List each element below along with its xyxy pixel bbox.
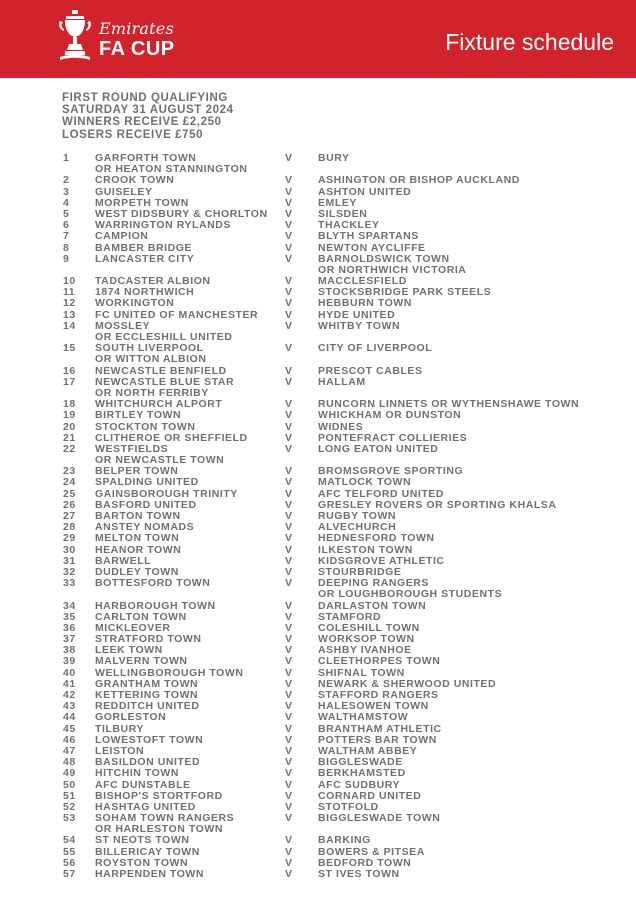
away-team: POTTERS BAR TOWN bbox=[318, 733, 437, 746]
fixture-number: 12 bbox=[63, 297, 76, 310]
versus-label: V bbox=[285, 856, 293, 869]
fixture-number: 14 bbox=[63, 319, 76, 332]
home-team: LEEK TOWN bbox=[95, 644, 163, 657]
fixture-number: 7 bbox=[63, 230, 70, 243]
versus-label: V bbox=[285, 834, 293, 847]
away-team: MATLOCK TOWN bbox=[318, 476, 412, 489]
away-team: AFC TELFORD UNITED bbox=[318, 487, 444, 500]
versus-label: V bbox=[285, 152, 293, 164]
away-team: WALTHAMSTOW bbox=[318, 711, 409, 724]
home-team: GRANTHAM TOWN bbox=[95, 677, 199, 690]
fixture-number: 20 bbox=[63, 420, 76, 433]
home-team: BOTTESFORD TOWN bbox=[95, 577, 211, 590]
away-team: LONG EATON UNITED bbox=[318, 442, 439, 455]
fixture-row bbox=[0, 298, 636, 309]
home-team: BASFORD UNITED bbox=[95, 498, 197, 511]
away-team: BARNOLDSWICK TOWN bbox=[318, 252, 450, 265]
fixture-number: 53 bbox=[63, 812, 76, 825]
versus-label: V bbox=[285, 767, 293, 780]
fixture-number: 36 bbox=[63, 621, 76, 634]
versus-label: V bbox=[285, 756, 293, 769]
versus-label: V bbox=[285, 644, 293, 657]
away-team: STOTFOLD bbox=[318, 800, 379, 813]
away-team: CITY OF LIVERPOOL bbox=[318, 342, 433, 355]
versus-label: V bbox=[285, 633, 293, 646]
fixture-number: 46 bbox=[63, 733, 76, 746]
home-team: ROYSTON TOWN bbox=[95, 856, 189, 869]
versus-label: V bbox=[285, 241, 293, 254]
fixture-number: 10 bbox=[63, 275, 76, 288]
fixture-number: 51 bbox=[63, 789, 76, 802]
fixture-number: 37 bbox=[63, 633, 76, 646]
fixture-row bbox=[0, 835, 636, 846]
fixture-number: 8 bbox=[63, 241, 70, 254]
away-team: OR LOUGHBOROUGH STUDENTS bbox=[318, 588, 503, 601]
versus-label: V bbox=[285, 778, 293, 791]
home-team: HARPENDEN TOWN bbox=[95, 868, 205, 880]
fixture-number: 42 bbox=[63, 689, 76, 701]
home-team: BILLERICAY TOWN bbox=[95, 845, 200, 858]
fixture-continuation-line bbox=[0, 589, 636, 600]
fixture-number: 45 bbox=[63, 722, 76, 735]
away-team: SHIFNAL TOWN bbox=[318, 666, 405, 679]
away-team: HALESOWEN TOWN bbox=[318, 700, 429, 713]
versus-label: V bbox=[285, 498, 293, 511]
fixture-number: 39 bbox=[63, 655, 76, 668]
fixture-number: 15 bbox=[63, 342, 76, 355]
home-team: BARTON TOWN bbox=[95, 510, 181, 522]
versus-label: V bbox=[285, 207, 293, 220]
home-team: GORLESTON bbox=[95, 711, 167, 724]
fixture-row bbox=[0, 343, 636, 365]
away-team: DARLASTON TOWN bbox=[318, 599, 427, 612]
versus-label: V bbox=[285, 666, 293, 679]
fixture-number: 32 bbox=[63, 565, 76, 578]
away-team: HEBBURN TOWN bbox=[318, 297, 412, 310]
fixture-number: 5 bbox=[63, 207, 70, 220]
round-date: SATURDAY 31 AUGUST 2024 bbox=[62, 104, 234, 117]
fixture-line bbox=[0, 298, 636, 309]
away-team: RUGBY TOWN bbox=[318, 510, 397, 522]
fixture-number: 28 bbox=[63, 521, 76, 534]
versus-label: V bbox=[285, 420, 293, 433]
fixture-row bbox=[0, 377, 636, 399]
home-team: BAMBER BRIDGE bbox=[95, 241, 192, 254]
away-team: ALVECHURCH bbox=[318, 521, 397, 534]
home-team: STRATFORD TOWN bbox=[95, 633, 202, 646]
fa-cup-trophy-icon bbox=[58, 10, 92, 62]
versus-label: V bbox=[285, 532, 293, 545]
fixture-row bbox=[0, 153, 636, 175]
versus-label: V bbox=[285, 219, 293, 232]
home-team: KETTERING TOWN bbox=[95, 689, 199, 701]
fixture-number: 22 bbox=[63, 442, 76, 455]
away-team: BURY bbox=[318, 152, 350, 164]
fixture-number: 6 bbox=[63, 219, 70, 232]
versus-label: V bbox=[285, 711, 293, 724]
away-team: PONTEFRACT COLLIERIES bbox=[318, 431, 468, 444]
away-team: CORNARD UNITED bbox=[318, 789, 422, 802]
home-team: OR HARLESTON TOWN bbox=[95, 823, 223, 836]
home-team: MELTON TOWN bbox=[95, 532, 180, 545]
away-team: COLESHILL TOWN bbox=[318, 621, 420, 634]
home-team: OR NEWCASTLE TOWN bbox=[95, 454, 225, 467]
fixture-row bbox=[0, 422, 636, 433]
fixture-number: 52 bbox=[63, 800, 76, 813]
fixture-row bbox=[0, 533, 636, 544]
versus-label: V bbox=[285, 364, 293, 377]
fixture-number: 9 bbox=[63, 252, 70, 265]
away-team: BLYTH SPARTANS bbox=[318, 230, 419, 243]
versus-label: V bbox=[285, 722, 293, 735]
home-team: MORPETH TOWN bbox=[95, 196, 189, 209]
away-team: THACKLEY bbox=[318, 219, 380, 232]
versus-label: V bbox=[285, 286, 293, 299]
home-team: WEST DIDSBURY & CHORLTON bbox=[95, 207, 268, 220]
fixture-row bbox=[0, 768, 636, 779]
away-team: RUNCORN LINNETS OR WYTHENSHAWE TOWN bbox=[318, 398, 580, 411]
fixture-number: 1 bbox=[63, 152, 70, 164]
fixture-line bbox=[0, 712, 636, 723]
home-team: BARWELL bbox=[95, 554, 152, 567]
fixture-row bbox=[0, 712, 636, 723]
away-team: STAFFORD RANGERS bbox=[318, 689, 439, 701]
fixture-number: 43 bbox=[63, 700, 76, 713]
home-team: LOWESTOFT TOWN bbox=[95, 733, 204, 746]
fixture-number: 50 bbox=[63, 778, 76, 791]
versus-label: V bbox=[285, 599, 293, 612]
fixture-row bbox=[0, 410, 636, 421]
home-team: MALVERN TOWN bbox=[95, 655, 188, 668]
away-team: ASHINGTON OR BISHOP AUCKLAND bbox=[318, 174, 520, 187]
fixture-line bbox=[0, 780, 636, 791]
versus-label: V bbox=[285, 610, 293, 623]
fixture-number: 23 bbox=[63, 465, 76, 478]
home-team: ANSTEY NOMADS bbox=[95, 521, 195, 534]
winners-prize: WINNERS RECEIVE £2,250 bbox=[62, 116, 222, 129]
fixture-row bbox=[0, 444, 636, 466]
home-team: SOUTH LIVERPOOL bbox=[95, 342, 204, 355]
versus-label: V bbox=[285, 465, 293, 478]
away-team: HEDNESFORD TOWN bbox=[318, 532, 435, 545]
versus-label: V bbox=[285, 442, 293, 455]
brand-emirates: Emirates bbox=[99, 19, 174, 38]
fixture-number: 35 bbox=[63, 610, 76, 623]
home-team: WARRINGTON RYLANDS bbox=[95, 219, 231, 232]
away-team: STOCKSBRIDGE PARK STEELS bbox=[318, 286, 492, 299]
fixture-line bbox=[0, 477, 636, 488]
fixture-row bbox=[0, 254, 636, 276]
home-team: LEISTON bbox=[95, 744, 145, 757]
away-team: SILSDEN bbox=[318, 207, 368, 220]
home-team: HITCHIN TOWN bbox=[95, 767, 179, 780]
away-team: BARKING bbox=[318, 834, 371, 847]
fixture-number: 38 bbox=[63, 644, 76, 657]
fixture-line bbox=[0, 835, 636, 846]
home-team: TILBURY bbox=[95, 722, 144, 735]
fixture-row bbox=[0, 780, 636, 791]
fixture-line bbox=[0, 601, 636, 612]
away-team: CLEETHORPES TOWN bbox=[318, 655, 441, 668]
fixture-row bbox=[0, 578, 636, 600]
away-team: HALLAM bbox=[318, 375, 366, 388]
home-team: HASHTAG UNITED bbox=[95, 800, 196, 813]
fixture-number: 19 bbox=[63, 409, 76, 422]
away-team: BIGGLESWADE bbox=[318, 756, 403, 769]
away-team: WALTHAM ABBEY bbox=[318, 744, 418, 757]
fixture-line bbox=[0, 533, 636, 544]
home-team: CAMPION bbox=[95, 230, 149, 243]
versus-label: V bbox=[285, 431, 293, 444]
fixture-number: 4 bbox=[63, 196, 70, 209]
away-team: KIDSGROVE ATHLETIC bbox=[318, 554, 445, 567]
home-team: LANCASTER CITY bbox=[95, 252, 195, 265]
fixture-continuation-line bbox=[0, 354, 636, 365]
home-team: CARLTON TOWN bbox=[95, 610, 187, 623]
versus-label: V bbox=[285, 342, 293, 355]
versus-label: V bbox=[285, 845, 293, 858]
versus-label: V bbox=[285, 174, 293, 187]
versus-label: V bbox=[285, 800, 293, 813]
away-team: BOWERS & PITSEA bbox=[318, 845, 425, 858]
away-team: BIGGLESWADE TOWN bbox=[318, 812, 441, 825]
home-team: DUDLEY TOWN bbox=[95, 565, 179, 578]
away-team: STAMFORD bbox=[318, 610, 382, 623]
home-team: OR ECCLESHILL UNITED bbox=[95, 331, 233, 343]
versus-label: V bbox=[285, 655, 293, 668]
versus-label: V bbox=[285, 398, 293, 411]
fixture-number: 11 bbox=[63, 286, 76, 299]
fixture-line bbox=[0, 656, 636, 667]
away-team: NEWTON AYCLIFFE bbox=[318, 241, 426, 254]
home-team: MOSSLEY bbox=[95, 319, 151, 332]
fixture-number: 29 bbox=[63, 532, 76, 545]
home-team: GARFORTH TOWN bbox=[95, 152, 197, 164]
away-team: STOURBRIDGE bbox=[318, 565, 402, 578]
versus-label: V bbox=[285, 297, 293, 310]
home-team: 1874 NORTHWICH bbox=[95, 286, 195, 299]
away-team: ILKESTON TOWN bbox=[318, 543, 413, 556]
fixture-line bbox=[0, 410, 636, 421]
fixture-number: 26 bbox=[63, 498, 76, 511]
fixture-number: 21 bbox=[63, 431, 76, 444]
fixture-number: 41 bbox=[63, 677, 76, 690]
versus-label: V bbox=[285, 577, 293, 590]
home-team: BASILDON UNITED bbox=[95, 756, 201, 769]
versus-label: V bbox=[285, 409, 293, 422]
fixture-row bbox=[0, 813, 636, 835]
fixture-line bbox=[0, 231, 636, 242]
fixture-number: 33 bbox=[63, 577, 76, 590]
away-team: WHICKHAM OR DUNSTON bbox=[318, 409, 462, 422]
round-name: FIRST ROUND QUALIFYING bbox=[62, 92, 228, 104]
versus-label: V bbox=[285, 812, 293, 825]
fixture-number: 24 bbox=[63, 476, 76, 489]
away-team: BERKHAMSTED bbox=[318, 767, 406, 780]
fixture-number: 30 bbox=[63, 543, 76, 556]
fixture-number: 55 bbox=[63, 845, 76, 858]
fixture-row bbox=[0, 601, 636, 612]
home-team: OR NORTH FERRIBY bbox=[95, 386, 209, 399]
away-team: NEWARK & SHERWOOD UNITED bbox=[318, 677, 497, 690]
fixture-number: 44 bbox=[63, 711, 76, 724]
home-team: WHITCHURCH ALPORT bbox=[95, 398, 223, 411]
versus-label: V bbox=[285, 510, 293, 522]
versus-label: V bbox=[285, 275, 293, 288]
away-team: PRESCOT CABLES bbox=[318, 364, 423, 377]
versus-label: V bbox=[285, 375, 293, 388]
home-team: ST NEOTS TOWN bbox=[95, 834, 190, 847]
away-team: GRESLEY ROVERS OR SPORTING KHALSA bbox=[318, 498, 557, 511]
versus-label: V bbox=[285, 868, 293, 880]
home-team: AFC DUNSTABLE bbox=[95, 778, 191, 791]
home-team: SOHAM TOWN RANGERS bbox=[95, 812, 235, 825]
fixture-number: 3 bbox=[63, 185, 70, 198]
versus-label: V bbox=[285, 621, 293, 634]
versus-label: V bbox=[285, 543, 293, 556]
fixture-number: 48 bbox=[63, 756, 76, 769]
versus-label: V bbox=[285, 230, 293, 243]
away-team: WORKSOP TOWN bbox=[318, 633, 415, 646]
home-team: WORKINGTON bbox=[95, 297, 175, 310]
fixture-line bbox=[0, 243, 636, 254]
home-team: BIRTLEY TOWN bbox=[95, 409, 182, 422]
away-team: ASHBY IVANHOE bbox=[318, 644, 412, 657]
fixture-number: 27 bbox=[63, 510, 76, 522]
fixture-number: 40 bbox=[63, 666, 76, 679]
fixture-row bbox=[0, 231, 636, 242]
away-team: MACCLESFIELD bbox=[318, 275, 407, 288]
away-team: BRANTHAM ATHLETIC bbox=[318, 722, 442, 735]
losers-prize: LOSERS RECEIVE £750 bbox=[62, 128, 204, 141]
versus-label: V bbox=[285, 252, 293, 265]
home-team: OR WITTON ALBION bbox=[95, 353, 207, 366]
fixture-line bbox=[0, 175, 636, 186]
fixture-number: 34 bbox=[63, 599, 76, 612]
fixture-number: 31 bbox=[63, 554, 76, 567]
away-team: WHITBY TOWN bbox=[318, 319, 401, 332]
home-team: BISHOP'S STORTFORD bbox=[95, 789, 223, 802]
versus-label: V bbox=[285, 744, 293, 757]
home-team: CROOK TOWN bbox=[95, 174, 175, 187]
fixture-list bbox=[0, 153, 636, 880]
home-team: BELPER TOWN bbox=[95, 465, 179, 478]
versus-label: V bbox=[285, 789, 293, 802]
home-team: MICKLEOVER bbox=[95, 621, 171, 634]
fixture-number: 2 bbox=[63, 174, 70, 187]
fixture-line bbox=[0, 869, 636, 880]
home-team: WELLINGBOROUGH TOWN bbox=[95, 666, 244, 679]
round-info bbox=[62, 92, 234, 141]
home-team: GUISELEY bbox=[95, 185, 153, 198]
fixture-row bbox=[0, 477, 636, 488]
home-team: STOCKTON TOWN bbox=[95, 420, 196, 433]
header-banner bbox=[0, 0, 636, 78]
away-team: BEDFORD TOWN bbox=[318, 856, 412, 869]
page-title: Fixture schedule bbox=[445, 29, 614, 55]
home-team: HEANOR TOWN bbox=[95, 543, 182, 556]
away-team: OR NORTHWICH VICTORIA bbox=[318, 263, 467, 276]
versus-label: V bbox=[285, 689, 293, 701]
fixture-row bbox=[0, 243, 636, 254]
fixture-number: 49 bbox=[63, 767, 76, 780]
fixture-line bbox=[0, 768, 636, 779]
versus-label: V bbox=[285, 677, 293, 690]
versus-label: V bbox=[285, 554, 293, 567]
fixture-number: 16 bbox=[63, 364, 76, 377]
home-team: HARBOROUGH TOWN bbox=[95, 599, 216, 612]
fixture-row bbox=[0, 175, 636, 186]
versus-label: V bbox=[285, 185, 293, 198]
away-team: EMLEY bbox=[318, 196, 357, 209]
away-team: AFC SUDBURY bbox=[318, 778, 401, 791]
fixture-row bbox=[0, 869, 636, 880]
versus-label: V bbox=[285, 521, 293, 534]
home-team: GAINSBOROUGH TRINITY bbox=[95, 487, 238, 500]
fixture-number: 57 bbox=[63, 868, 76, 880]
versus-label: V bbox=[285, 565, 293, 578]
away-team: DEEPING RANGERS bbox=[318, 577, 429, 590]
fixture-number: 54 bbox=[63, 834, 76, 847]
fixture-row bbox=[0, 656, 636, 667]
home-team: FC UNITED OF MANCHESTER bbox=[95, 308, 259, 321]
home-team: CLITHEROE OR SHEFFIELD bbox=[95, 431, 248, 444]
versus-label: V bbox=[285, 319, 293, 332]
home-team: TADCASTER ALBION bbox=[95, 275, 211, 288]
away-team: ST IVES TOWN bbox=[318, 868, 400, 880]
away-team: HYDE UNITED bbox=[318, 308, 396, 321]
home-team: NEWCASTLE BLUE STAR bbox=[95, 375, 235, 388]
versus-label: V bbox=[285, 476, 293, 489]
fixture-number: 47 bbox=[63, 744, 76, 757]
fixture-number: 17 bbox=[63, 375, 76, 388]
home-team: REDDITCH UNITED bbox=[95, 700, 200, 713]
versus-label: V bbox=[285, 196, 293, 209]
fixture-number: 25 bbox=[63, 487, 76, 500]
away-team: BROMSGROVE SPORTING bbox=[318, 465, 464, 478]
brand-fa-cup: FA CUP bbox=[99, 38, 175, 60]
versus-label: V bbox=[285, 308, 293, 321]
home-team: NEWCASTLE BENFIELD bbox=[95, 364, 227, 377]
fixture-number: 13 bbox=[63, 308, 76, 321]
home-team: SPALDING UNITED bbox=[95, 476, 199, 489]
versus-label: V bbox=[285, 487, 293, 500]
versus-label: V bbox=[285, 733, 293, 746]
fixture-line bbox=[0, 422, 636, 433]
fixture-number: 56 bbox=[63, 856, 76, 869]
away-team: ASHTON UNITED bbox=[318, 185, 412, 198]
home-team: WESTFIELDS bbox=[95, 442, 169, 455]
home-team: OR HEATON STANNINGTON bbox=[95, 163, 248, 176]
fixture-row bbox=[0, 321, 636, 343]
fixture-number: 18 bbox=[63, 398, 76, 411]
away-team: WIDNES bbox=[318, 420, 364, 433]
versus-label: V bbox=[285, 700, 293, 713]
